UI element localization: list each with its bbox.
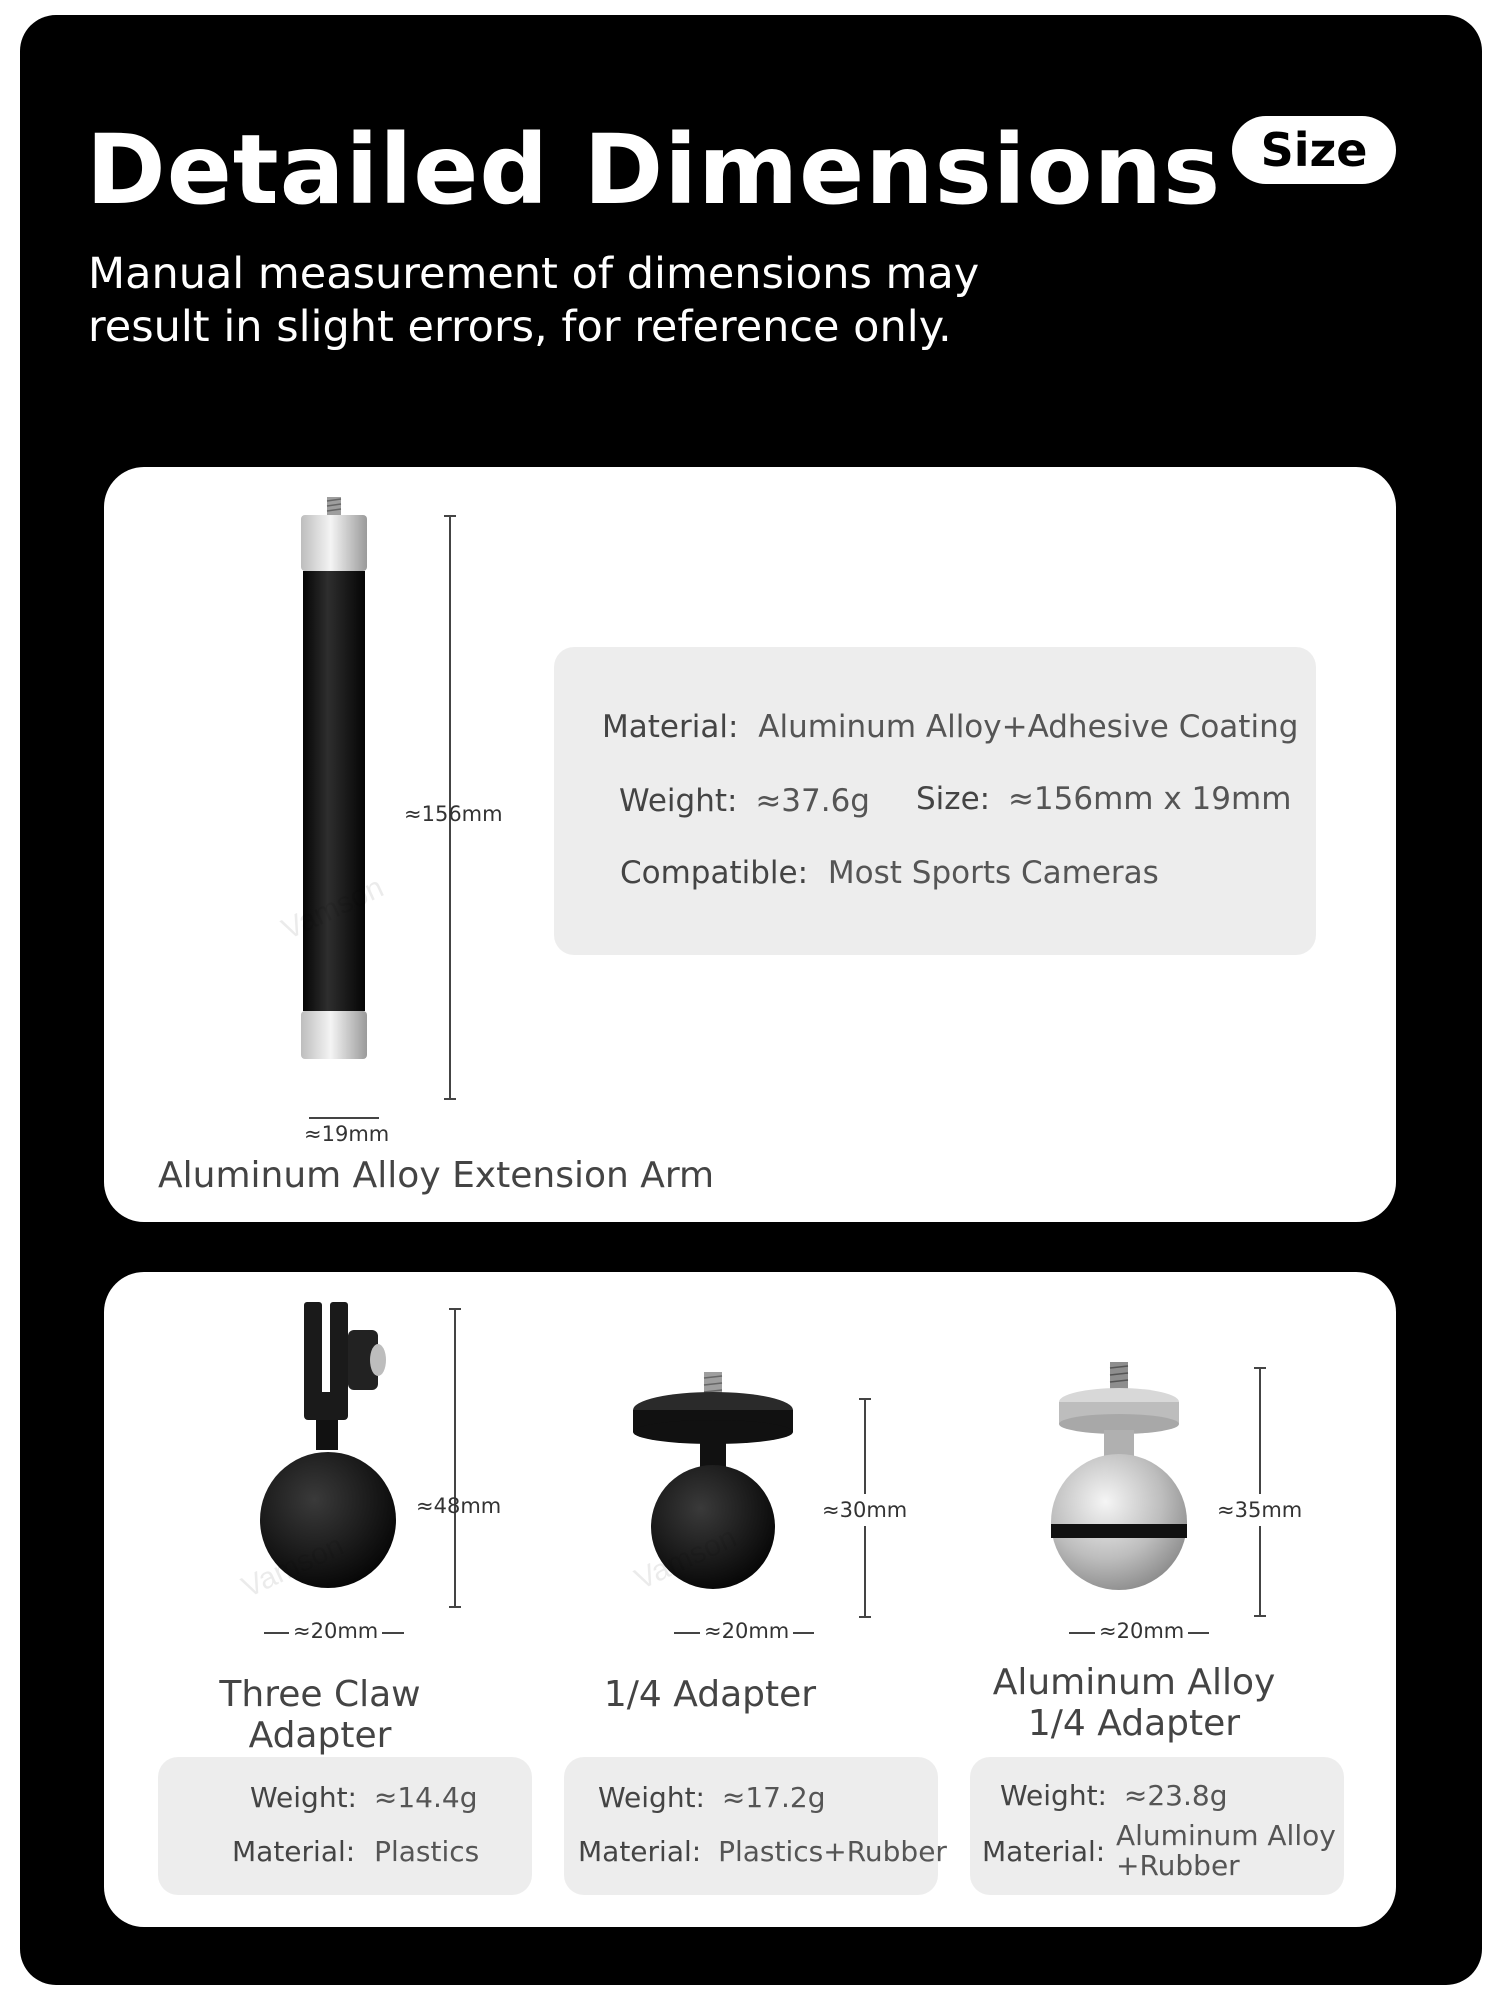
size-value: ≈156mm x 19mm bbox=[1007, 781, 1292, 817]
aluminum-adapter-title-line-1: Aluminum Alloy bbox=[992, 1662, 1276, 1703]
arm-width-line bbox=[309, 1117, 379, 1119]
material-label: Material: bbox=[232, 1835, 356, 1868]
aluminum-adapter-image bbox=[1034, 1362, 1204, 1622]
extension-arm-caption: Aluminum Alloy Extension Arm bbox=[158, 1155, 715, 1196]
subtitle-line-2: result in slight errors, for reference only. bbox=[88, 302, 952, 352]
compatible-label: Compatible: bbox=[620, 855, 809, 891]
compatible-value: Most Sports Cameras bbox=[827, 855, 1159, 891]
size-badge: Size bbox=[1232, 116, 1396, 184]
weight-value: ≈37.6g bbox=[755, 783, 870, 819]
watermark: Vamson bbox=[629, 1520, 742, 1597]
aluminum-adapter-title bbox=[984, 1662, 1284, 1744]
quarter-spec-box bbox=[564, 1757, 947, 1895]
extension-arm-image bbox=[284, 497, 384, 1077]
subtitle-line-1: Manual measurement of dimensions may bbox=[88, 249, 980, 299]
adapters-panel bbox=[104, 1272, 1396, 1927]
arm-width-label: ≈19mm bbox=[304, 1122, 390, 1146]
weight-value: ≈17.2g bbox=[721, 1781, 826, 1814]
watermark: Vamson bbox=[276, 870, 389, 947]
aluminum-height-label: ≈35mm bbox=[1217, 1494, 1302, 1526]
three-claw-spec-box bbox=[158, 1757, 532, 1895]
weight-value: ≈14.4g bbox=[373, 1781, 478, 1814]
aluminum-width-label: ≈20mm bbox=[1095, 1619, 1188, 1643]
material-label: Material: bbox=[578, 1835, 702, 1868]
quarter-width-label: ≈20mm bbox=[700, 1619, 793, 1643]
three-claw-height-label: ≈48mm bbox=[416, 1494, 502, 1518]
weight-label: Weight: bbox=[250, 1781, 357, 1814]
aluminum-height-line bbox=[1259, 1367, 1261, 1617]
arm-spec-box bbox=[554, 647, 1316, 955]
extension-arm-panel bbox=[104, 467, 1396, 1222]
material-value-line-2: +Rubber bbox=[1116, 1849, 1240, 1882]
material-value: Plastics bbox=[374, 1835, 480, 1868]
material-label: Material: bbox=[982, 1835, 1106, 1868]
material-value-line-1: Aluminum Alloy bbox=[1116, 1819, 1336, 1852]
three-claw-width-label: ≈20mm bbox=[289, 1619, 382, 1643]
material-value: Aluminum Alloy+Adhesive Coating bbox=[758, 709, 1299, 745]
weight-label: Weight: bbox=[598, 1781, 705, 1814]
three-claw-height-line bbox=[454, 1308, 456, 1608]
watermark: Vamson bbox=[236, 1528, 349, 1605]
material-label: Material: bbox=[602, 709, 739, 745]
weight-value: ≈23.8g bbox=[1123, 1779, 1228, 1812]
arm-height-label: ≈156mm bbox=[404, 802, 503, 826]
weight-label: Weight: bbox=[619, 783, 738, 819]
page-title: Detailed Dimensions bbox=[86, 114, 1222, 226]
three-claw-adapter-title: Three Claw Adapter bbox=[219, 1674, 421, 1756]
quarter-height-label: ≈30mm bbox=[822, 1494, 907, 1526]
weight-label: Weight: bbox=[1000, 1779, 1107, 1812]
quarter-adapter-title: 1/4 Adapter bbox=[603, 1674, 817, 1715]
material-value: Plastics+Rubber bbox=[718, 1835, 947, 1868]
page-subtitle bbox=[88, 248, 1088, 354]
aluminum-adapter-title-line-2: 1/4 Adapter bbox=[1027, 1703, 1241, 1744]
size-label: Size: bbox=[916, 781, 991, 817]
aluminum-spec-box bbox=[970, 1757, 1344, 1895]
